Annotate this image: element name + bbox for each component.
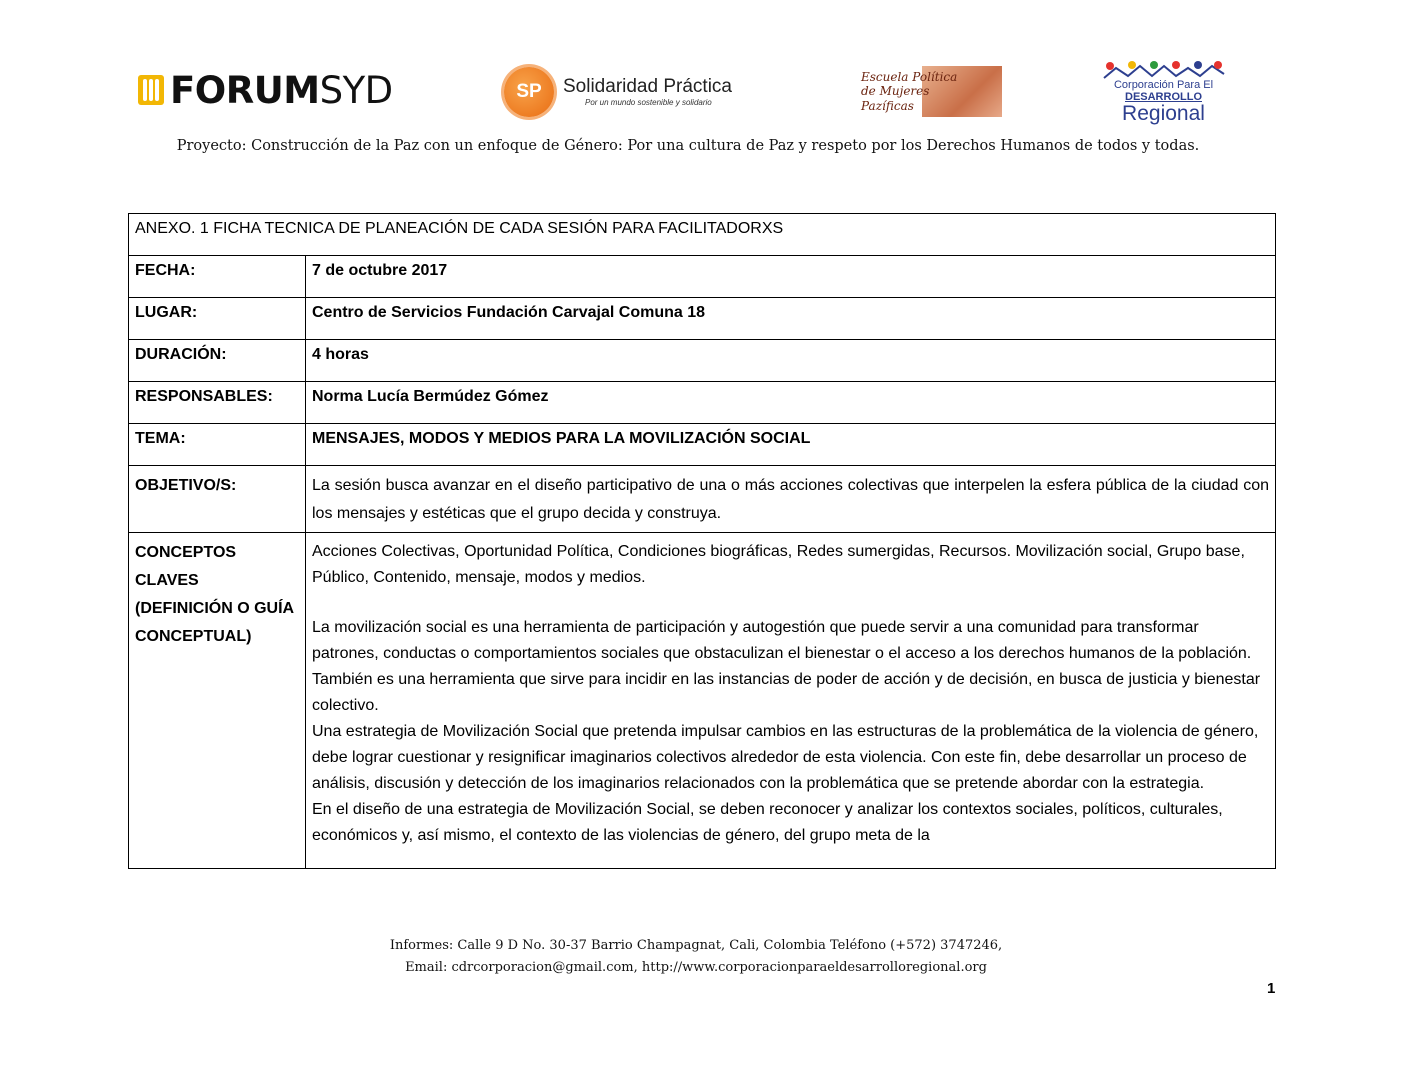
table-row-responsables — [129, 382, 1276, 424]
value-lugar: Centro de Servicios Fundación Carvajal Comuna 18 — [306, 298, 1276, 340]
page-number: 1 — [1267, 980, 1276, 997]
corporacion-figures-icon — [1100, 60, 1228, 82]
logos-header — [0, 0, 1408, 130]
conceptos-paragraph-2: Una estrategia de Movilización Social que pretenda impulsar cambios en las estructuras de la problemática de la violencia de género, debe lograr cuestionar y resignificar imaginarios colectivos alrededor de esta violencia. Con este fin, debe desarrollar un proceso de análisis, discusión y detección de los imaginarios relacionados con la problemática que se pretende abordar con la estrategia. — [312, 723, 1259, 792]
sp-name: Solidaridad Práctica — [563, 76, 732, 98]
table-row-tema — [129, 424, 1276, 466]
escuela-logo — [859, 66, 1002, 117]
forumsyd-mark-icon — [138, 75, 164, 105]
label-responsables: RESPONSABLES: — [129, 382, 306, 424]
label-fecha: FECHA: — [129, 256, 306, 298]
conceptos-paragraph-3: En el diseño de una estrategia de Movilización Social, se deben reconocer y analizar los contextos sociales, políticos, culturales, económicos y, así mismo, el contexto de las violencias de género, del grupo meta de la — [312, 801, 1223, 844]
label-duracion: DURACIÓN: — [129, 340, 306, 382]
table-row-objetivo — [129, 466, 1276, 533]
corp-line3: Regional — [1122, 102, 1205, 126]
conceptos-paragraph-1: La movilización social es una herramienta de participación y autogestión que puede servir a una comunidad para transformar patrones, conductas o comportamientos sociales que obstaculizan el bienestar o el acceso a los derechos humanos de la población. También es una herramienta que sirve para incidir en las instancias de poder de acción y de decisión, en busca de justicia y bienestar colectivo. — [312, 619, 1261, 714]
value-objetivo: La sesión busca avanzar en el diseño participativo de una o más acciones colectivas que interpelen la esfera pública de la ciudad con los mensajes y estéticas que el grupo decida y construya. — [306, 466, 1276, 533]
footer — [0, 935, 1392, 979]
forumsyd-light: SYD — [319, 68, 393, 112]
value-duracion: 4 horas — [306, 340, 1276, 382]
label-lugar: LUGAR: — [129, 298, 306, 340]
solidaridad-logo — [504, 64, 732, 120]
escuela-line3: Pazíficas — [861, 98, 914, 113]
forumsyd-logo — [138, 68, 393, 112]
value-conceptos — [306, 533, 1276, 869]
value-fecha: 7 de octubre 2017 — [306, 256, 1276, 298]
table-row-title — [129, 214, 1276, 256]
table-row-duracion — [129, 340, 1276, 382]
label-tema: TEMA: — [129, 424, 306, 466]
table-row-conceptos — [129, 533, 1276, 869]
ficha-table — [128, 213, 1276, 869]
label-conceptos: CONCEPTOS CLAVES (DEFINICIÓN O GUÍA CONCEPTUAL) — [129, 533, 306, 869]
conceptos-list: Acciones Colectivas, Oportunidad Política, Condiciones biográficas, Redes sumergidas, Recursos. Movilización social, Grupo base, Público, Contenido, mensaje, modos y medios. — [312, 543, 1245, 586]
corp-line1: Corporación Para El — [1113, 79, 1214, 91]
project-title: Proyecto: Construcción de la Paz con un enfoque de Género: Por una cultura de Paz y respeto por los Derechos Humanos de todos y todas. — [176, 138, 1200, 154]
value-tema: MENSAJES, MODOS Y MEDIOS PARA LA MOVILIZACIÓN SOCIAL — [306, 424, 1276, 466]
value-responsables: Norma Lucía Bermúdez Gómez — [306, 382, 1276, 424]
sp-circle-icon: SP — [504, 67, 554, 117]
table-row-fecha — [129, 256, 1276, 298]
ficha-title: ANEXO. 1 FICHA TECNICA DE PLANEACIÓN DE CADA SESIÓN PARA FACILITADORXS — [129, 214, 1276, 256]
table-row-lugar — [129, 298, 1276, 340]
footer-address: Informes: Calle 9 D No. 30-37 Barrio Champagnat, Cali, Colombia Teléfono (+572) 3747246, — [389, 938, 1003, 953]
label-objetivo: OBJETIVO/S: — [129, 466, 306, 533]
forumsyd-bold: FORUM — [170, 68, 320, 112]
escuela-line1: Escuela Política — [861, 69, 958, 84]
corporacion-logo — [1096, 60, 1231, 126]
escuela-line2: de Mujeres — [861, 84, 930, 99]
footer-contact: Email: cdrcorporacion@gmail.com, http://www.corporacionparaeldesarrolloregional.org — [405, 960, 987, 975]
sp-tagline: Por un mundo sostenible y solidario — [585, 97, 712, 107]
corp-line2: DESARROLLO — [1125, 91, 1202, 103]
